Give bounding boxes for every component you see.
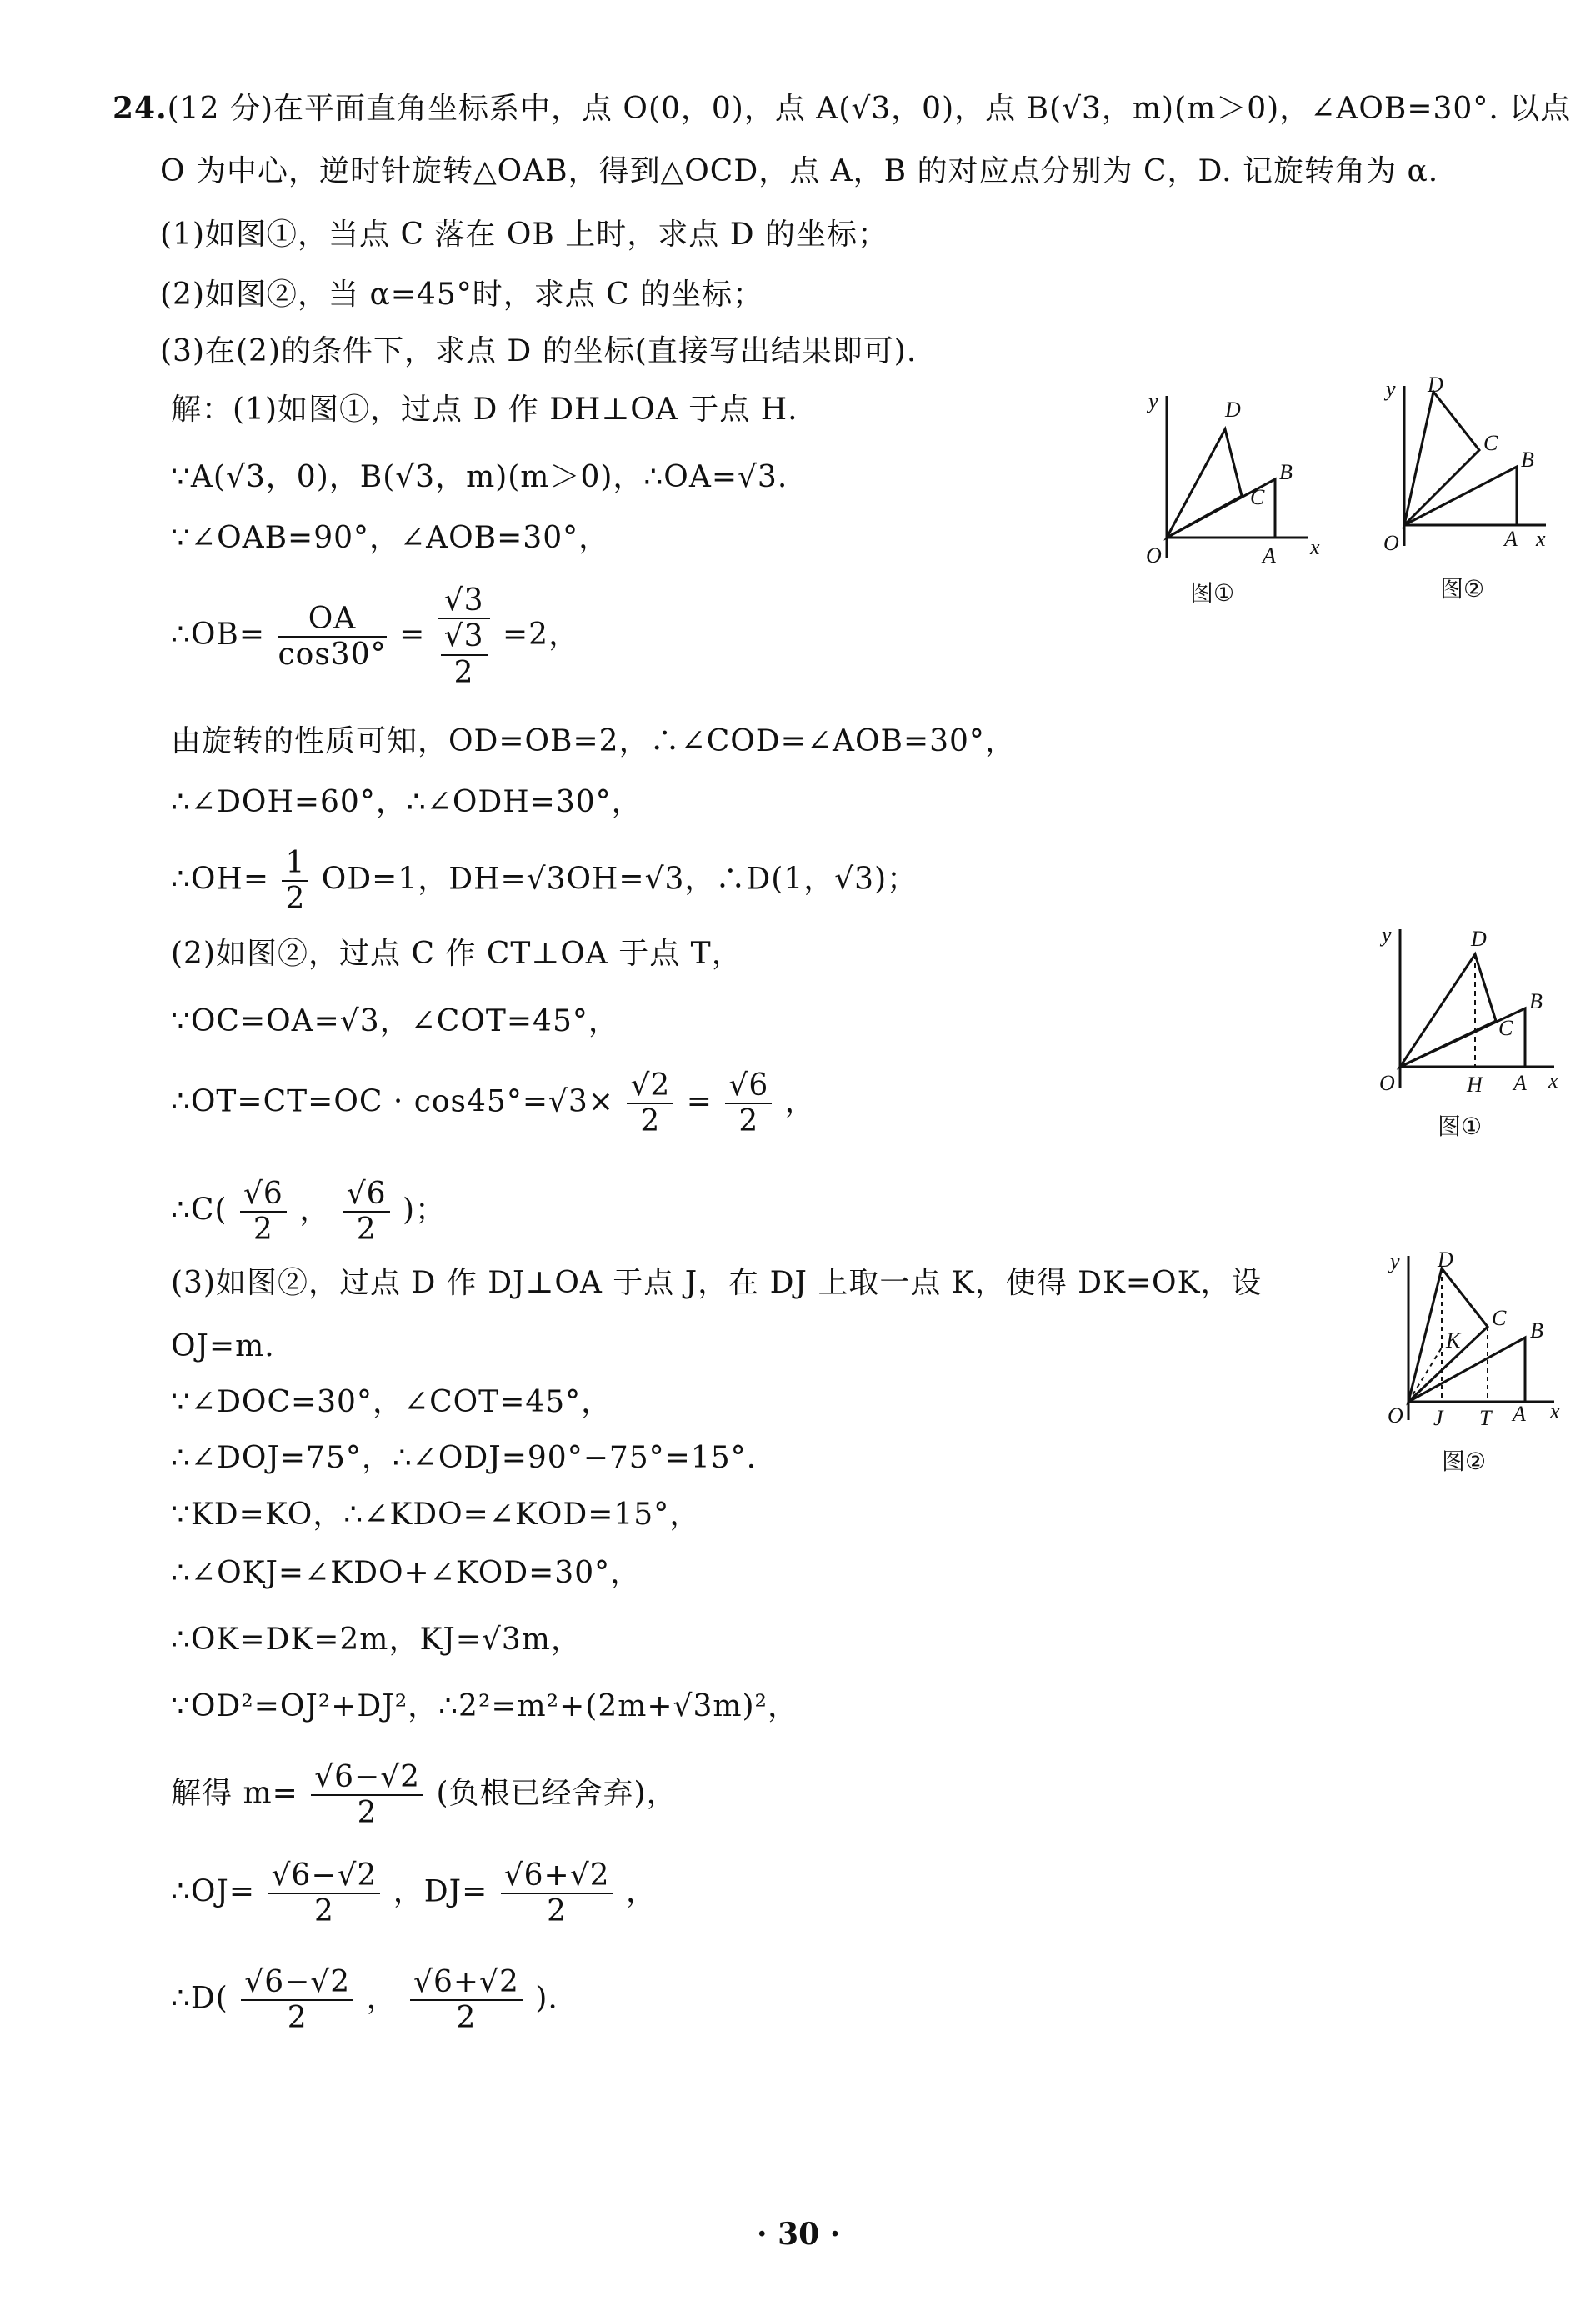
fraction [240, 1177, 287, 1248]
solution-line-19: ∵OD²=OJ²+DJ²，∴2²=m²+(2m+√3m)²， [171, 1689, 798, 1723]
solution-line-3: ∵∠OAB=90°，∠AOB=30°， [171, 521, 610, 555]
label-c: C [1250, 485, 1265, 509]
solution-line-5: 由旋转的性质可知，OD=OB=2，∴∠COD=∠AOB=30°， [171, 724, 1016, 758]
numerator: √6 [240, 1177, 287, 1213]
solution-line-17: ∴∠OKJ=∠KDO+∠KOD=30°， [171, 1556, 642, 1590]
label-c: C [1483, 431, 1498, 455]
label-c: C [1498, 1016, 1513, 1040]
text: = [399, 618, 426, 653]
numerator: √6−√2 [241, 1965, 353, 2001]
text: ∴C( [171, 1193, 228, 1228]
figure-solution-1-svg [1358, 917, 1567, 1108]
numerator: √6−√2 [311, 1760, 423, 1796]
figure-solution-2-caption: 图② [1442, 1448, 1487, 1475]
label-k: K [1446, 1328, 1461, 1353]
text: ， [299, 1193, 331, 1228]
text: )； [403, 1193, 447, 1228]
figure-solution-1 [1358, 917, 1567, 1108]
label-d: D [1225, 398, 1241, 422]
text: ∴D( [171, 1981, 228, 2016]
denominator [438, 619, 490, 690]
denominator: cos30° [278, 638, 387, 673]
solution-line-4 [171, 583, 579, 690]
label-o: O [1379, 1071, 1395, 1095]
question-2: (2)如图②，当 α=45°时，求点 C 的坐标； [160, 278, 764, 312]
x-axis-label: x [1310, 535, 1320, 559]
fraction [278, 602, 387, 673]
numerator: √6+√2 [501, 1858, 613, 1894]
figure-solution-1-caption: 图① [1438, 1113, 1483, 1140]
nested-fraction [441, 619, 488, 690]
label-d: D [1428, 373, 1443, 397]
label-c: C [1492, 1306, 1507, 1330]
solution-line-14: ∵∠DOC=30°，∠COT=45°， [171, 1385, 613, 1419]
problem-line-2: O 为中心，逆时针旋转△OAB，得到△OCD，点 A，B 的对应点分别为 C，D. 记旋转角为 α. [160, 154, 1439, 188]
question-1: (1)如图①，当点 C 落在 OB 上时，求点 D 的坐标； [160, 218, 889, 252]
text: OD=1，DH=√3OH=√3，∴D(1，√3)； [321, 862, 918, 897]
text: ， [784, 1084, 816, 1119]
denominator: 2 [547, 1894, 568, 1929]
text: ∴OB= [171, 618, 266, 653]
solution-line-11 [171, 1177, 446, 1248]
x-axis-label: x [1536, 527, 1546, 551]
figure-solution-2-svg [1367, 1243, 1567, 1435]
fraction [311, 1760, 423, 1831]
numerator: √2 [627, 1068, 673, 1104]
label-a: A [1513, 1071, 1527, 1095]
x-axis-label: x [1550, 1399, 1560, 1423]
solution-line-10 [171, 1068, 816, 1139]
y-axis-label: y [1148, 389, 1158, 413]
denominator: 2 [313, 1894, 334, 1929]
text: ∴OT=CT=OC · cos45°=√3× [171, 1084, 614, 1119]
denominator: 2 [640, 1104, 661, 1139]
figure-top-2-svg [1354, 371, 1558, 563]
label-o: O [1383, 531, 1399, 555]
denominator: 2 [453, 655, 474, 690]
denominator: 2 [287, 2001, 308, 2036]
page-number: · 30 · [757, 2217, 841, 2252]
fraction [410, 1965, 523, 2036]
label-b: B [1529, 989, 1543, 1013]
figure-top-1-caption: 图① [1190, 579, 1235, 607]
text: = [686, 1084, 713, 1119]
fraction [438, 583, 490, 690]
text: ). [535, 1981, 558, 2016]
x-axis-label: x [1548, 1068, 1558, 1093]
solution-line-20 [171, 1760, 678, 1831]
label-t: T [1479, 1406, 1492, 1430]
denominator: 2 [456, 2001, 477, 2036]
label-o: O [1388, 1403, 1403, 1428]
question-3: (3)在(2)的条件下，求点 D 的坐标(直接写出结果即可). [160, 334, 918, 368]
problem-score: (12 分) [167, 92, 273, 126]
denominator: 2 [253, 1213, 273, 1248]
text: ， [366, 1981, 398, 2016]
solution-line-7 [171, 846, 918, 917]
label-b: B [1530, 1318, 1543, 1343]
label-a: A [1504, 527, 1518, 551]
label-h: H [1467, 1073, 1483, 1097]
figure-top-1 [1117, 379, 1333, 571]
label-a: A [1513, 1402, 1526, 1426]
solution-line-18: ∴OK=DK=2m，KJ=√3m， [171, 1623, 582, 1657]
figure-top-1-svg [1117, 379, 1333, 571]
label-a: A [1263, 543, 1276, 568]
numerator: 1 [282, 846, 308, 882]
problem-line-1 [113, 93, 1571, 124]
problem-number: 24. [113, 91, 168, 126]
numerator: √6 [343, 1177, 390, 1213]
numerator: √6 [725, 1068, 772, 1104]
figure-solution-2 [1367, 1243, 1567, 1435]
fraction [268, 1858, 380, 1929]
figure-top-2 [1354, 371, 1558, 563]
solution-line-15: ∴∠DOJ=75°，∴∠ODJ=90°−75°=15°. [171, 1441, 758, 1475]
figure-top-2-caption: 图② [1440, 575, 1485, 603]
text: ∴OH= [171, 862, 269, 897]
denominator: 2 [738, 1104, 759, 1139]
label-b: B [1279, 460, 1293, 484]
text: 解得 m= [171, 1776, 298, 1811]
numerator: √3 [438, 583, 490, 619]
solution-line-12: (3)如图②，过点 D 作 DJ⊥OA 于点 J，在 DJ 上取一点 K，使得 DK=OK，设 [171, 1266, 1263, 1300]
text: ， [626, 1874, 658, 1909]
solution-line-9: ∵OC=OA=√3，∠COT=45°， [171, 1004, 619, 1038]
label-d: D [1438, 1248, 1453, 1272]
text: ，DJ= [393, 1874, 488, 1909]
solution-line-1: 解：(1)如图①，过点 D 作 DH⊥OA 于点 H. [171, 393, 798, 427]
numerator: √6+√2 [410, 1965, 523, 2001]
y-axis-label: y [1390, 1249, 1400, 1273]
y-axis-label: y [1386, 377, 1396, 401]
label-o: O [1146, 543, 1162, 568]
solution-line-13: OJ=m. [171, 1329, 275, 1363]
text: =2， [503, 618, 580, 653]
solution-line-6: ∴∠DOH=60°，∴∠ODH=30°， [171, 785, 643, 819]
problem-stem-1: 在平面直角坐标系中，点 O(0，0)，点 A(√3，0)，点 B(√3，m)(m＞0)，∠AOB=30°. 以点 [273, 92, 1572, 126]
numerator: OA [278, 602, 387, 638]
label-j: J [1433, 1406, 1443, 1430]
solution-line-22 [171, 1965, 558, 2036]
label-b: B [1521, 448, 1534, 472]
y-axis-label: y [1382, 923, 1392, 947]
fraction [725, 1068, 772, 1139]
solution-line-8: (2)如图②，过点 C 作 CT⊥OA 于点 T， [171, 937, 743, 971]
denominator: 2 [356, 1213, 377, 1248]
denominator: 2 [357, 1796, 378, 1831]
numerator: √3 [441, 619, 488, 655]
fraction [241, 1965, 353, 2036]
label-d: D [1471, 927, 1487, 951]
numerator: √6−√2 [268, 1858, 380, 1894]
solution-line-21 [171, 1858, 657, 1929]
text: ∴OJ= [171, 1874, 256, 1909]
fraction [627, 1068, 673, 1139]
text: (负根已经舍弃)， [436, 1776, 678, 1811]
solution-line-16: ∵KD=KO，∴∠KDO=∠KOD=15°， [171, 1498, 701, 1532]
fraction [501, 1858, 613, 1929]
fraction [343, 1177, 390, 1248]
fraction [282, 846, 308, 917]
denominator: 2 [285, 882, 306, 917]
solution-line-2: ∵A(√3，0)，B(√3，m)(m＞0)，∴OA=√3. [171, 460, 788, 494]
